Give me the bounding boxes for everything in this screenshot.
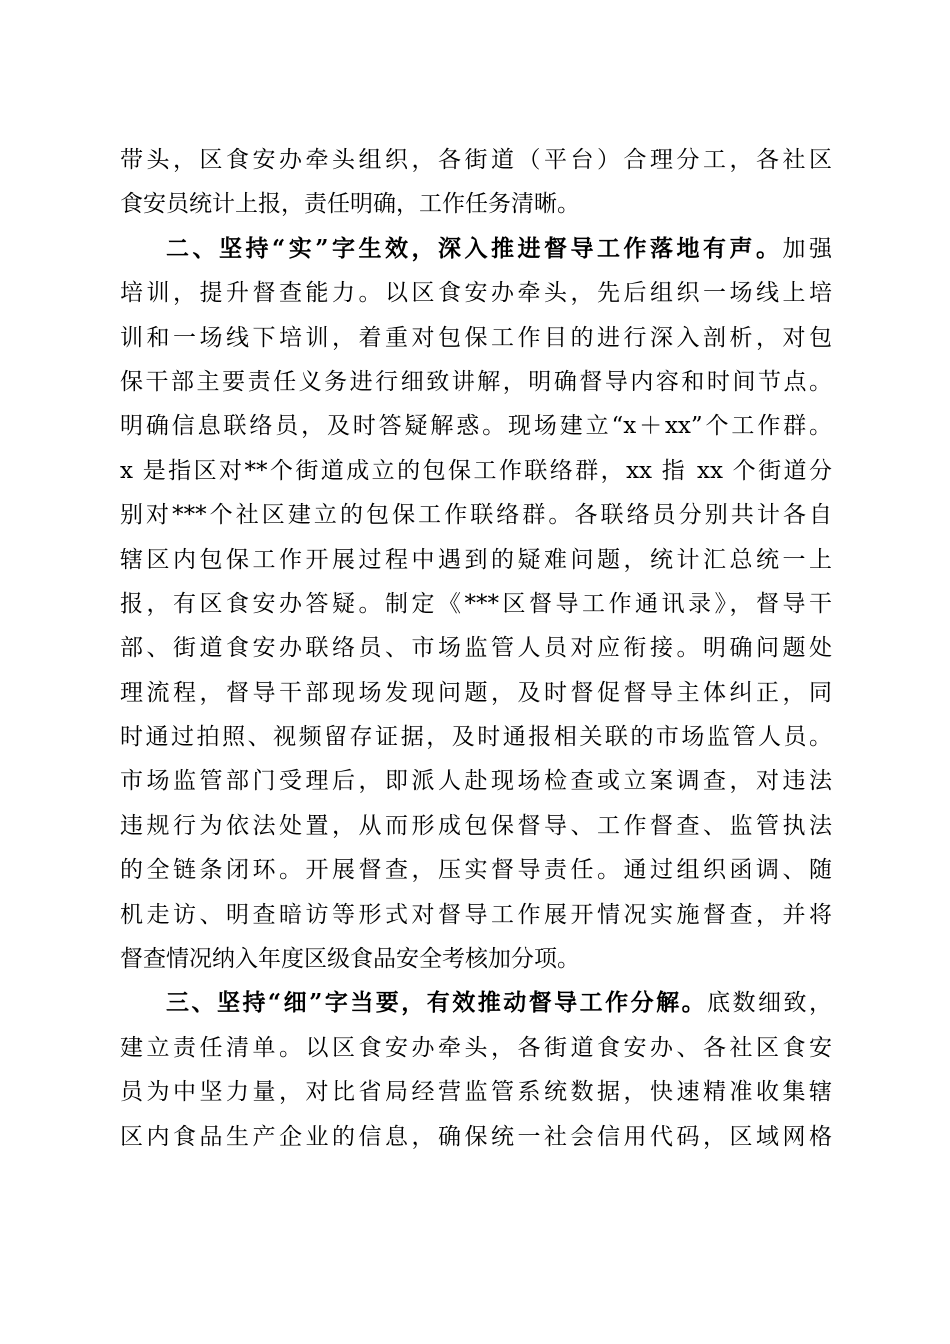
text-line: 建立责任清单。以区食安办牵头，各街道食安办、各社区食安 (120, 1034, 832, 1061)
text-line: 别对***个社区建立的包保工作联络群。各联络员分别共计各自 (120, 502, 832, 529)
text-line: 报，有区食安办答疑。制定《***区督导工作通讯录》，督导干 (120, 590, 832, 617)
text-line: 督查情况纳入年度区级食品安全考核加分项。 (120, 946, 580, 973)
heading-line-rest: 底数细致， (707, 990, 832, 1017)
paragraph-3 (120, 981, 832, 1159)
text-line: 违规行为依法处置，从而形成包保督导、工作督查、监管执法 (120, 812, 832, 839)
section-heading: 二、坚持“实”字生效，深入推进督导工作落地有声。 (166, 234, 783, 262)
heading-line (120, 981, 832, 1025)
document-page (120, 138, 832, 1159)
text-line: x 是指区对**个街道成立的包保工作联络群，xx 指 xx 个街道分 (120, 457, 832, 484)
text-line: 部、街道食安办联络员、市场监管人员对应衔接。明确问题处 (120, 635, 832, 662)
paragraph-2 (120, 227, 832, 982)
text-line: 的全链条闭环。开展督查，压实督导责任。通过组织函调、随 (120, 857, 832, 884)
text-line: 明确信息联络员，及时答疑解惑。现场建立“x＋xx”个工作群。 (120, 413, 832, 440)
text-line: 辖区内包保工作开展过程中遇到的疑难问题，统计汇总统一上 (120, 546, 832, 573)
text-line: 区内食品生产企业的信息，确保统一社会信用代码，区域网格 (120, 1123, 832, 1150)
text-line: 食安员统计上报，责任明确，工作任务清晰。 (120, 191, 580, 218)
text-line: 市场监管部门受理后，即派人赴现场检查或立案调查，对违法 (120, 768, 832, 795)
text-line: 带头，区食安办牵头组织，各街道（平台）合理分工，各社区 (120, 147, 832, 173)
heading-line-rest: 加强 (782, 235, 833, 262)
text-line: 训和一场线下培训，着重对包保工作目的进行深入剖析，对包 (120, 324, 832, 351)
text-line: 机走访、明查暗访等形式对督导工作展开情况实施督查，并将 (120, 901, 832, 928)
text-line: 理流程，督导干部现场发现问题，及时督促督导主体纠正，同 (120, 679, 832, 706)
heading-line (120, 227, 832, 271)
text-line: 时通过拍照、视频留存证据，及时通报相关联的市场监管人员。 (120, 724, 832, 751)
text-line: 员为中坚力量，对比省局经营监管系统数据，快速精准收集辖 (120, 1079, 832, 1106)
paragraph-1 (120, 138, 832, 227)
text-line: 培训，提升督查能力。以区食安办牵头，先后组织一场线上培 (120, 280, 832, 307)
text-line: 保干部主要责任义务进行细致讲解，明确督导内容和时间节点。 (120, 368, 832, 395)
section-heading: 三、坚持“细”字当要，有效推动督导工作分解。 (166, 989, 708, 1017)
